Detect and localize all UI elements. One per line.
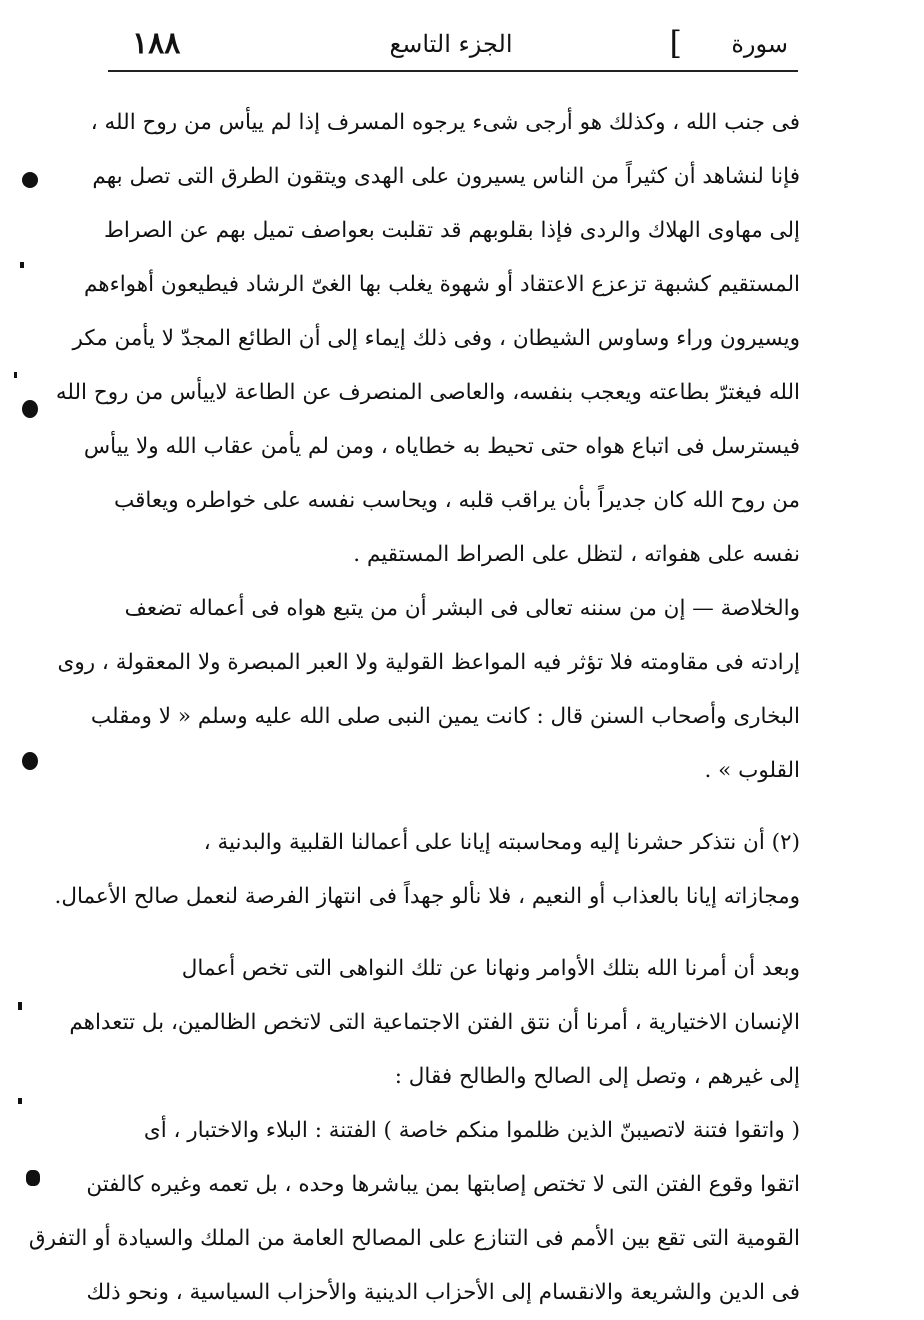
scan-speck (18, 1002, 22, 1010)
text-line: القلوب » . (704, 758, 800, 784)
scan-speck (20, 262, 24, 268)
text-line: إلى مهاوى الهلاك والردى فإذا بقلوبهم قد تقلبت بعواصف تميل بهم عن الصراط (103, 218, 800, 244)
text-line: وبعد أن أمرنا الله بتلك الأوامر ونهانا عن تلك النواهى التى تخص أعمال (181, 956, 800, 982)
text-line: (٢) أن نتذكر حشرنا إليه ومحاسبته إيانا على أعمالنا القلبية والبدنية ، (203, 830, 800, 856)
page-text (28, 96, 800, 1306)
scan-speck (18, 1098, 22, 1104)
text-line: ومجازاته إيانا بالعذاب أو النعيم ، فلا نألو جهداً فى انتهاز الفرصة لنعمل صالح الأعمال. (54, 884, 800, 910)
text-line: ويسيرون وراء وساوس الشيطان ، وفى ذلك إيماء إلى أن الطائع المجدّ لا يأمن مكر (72, 326, 800, 352)
text-line: فى الدين والشريعة والانقسام إلى الأحزاب الدينية والأحزاب السياسية ، ونحو ذلك (86, 1280, 800, 1306)
text-line: البخارى وأصحاب السنن قال : كانت يمين النبى صلى الله عليه وسلم « لا ومقلب (90, 704, 800, 730)
text-line: من روح الله كان جديراً بأن يراقب قلبه ، ويحاسب نفسه على خواطره ويعاقب (113, 488, 800, 514)
text-line: نفسه على هفواته ، لتظل على الصراط المستقيم . (353, 542, 800, 568)
header-rule (108, 70, 798, 72)
part-title: الجزء التاسع (389, 30, 513, 58)
page-number: ١٨٨ (132, 26, 181, 61)
scan-speck (26, 1170, 40, 1186)
paragraph-gap (120, 924, 800, 942)
text-line: إلى غيرهم ، وتصل إلى الصالح والطالح فقال : (394, 1064, 800, 1090)
text-line: إرادته فى مقاومته فلا تؤثر فيه المواعظ القولية ولا العبر المبصرة ولا المعقولة ، روى (57, 650, 800, 676)
paragraph-gap (120, 798, 800, 816)
text-line: الله فيغترّ بطاعته ويعجب بنفسه، والعاصى المنصرف عن الطاعة لاييأس من روح الله (55, 380, 800, 406)
text-line: فإنا لنشاهد أن كثيراً من الناس يسيرون على الهدى ويتقون الطرق التى تصل بهم (92, 164, 800, 190)
text-line: اتقوا وقوع الفتن التى لا تختص إصابتها بمن يباشرها وحده ، بل تعمه وغيره كالفتن (86, 1172, 800, 1198)
page-header (108, 22, 794, 70)
scan-speck (22, 752, 38, 770)
text-line: فى جنب الله ، وكذلك هو أرجى شىء يرجوه المسرف إذا لم ييأس من روح الله ، (90, 110, 800, 136)
text-line: المستقيم كشبهة تزعزع الاعتقاد أو شهوة يغلب بها الغىّ الرشاد فيطيعون أهواءهم (83, 272, 800, 298)
text-line: فيسترسل فى اتباع هواه حتى تحيط به خطاياه ، ومن لم يأمن عقاب الله ولا ييأس (83, 434, 800, 460)
surah-label: سورة (731, 30, 788, 58)
scan-speck (22, 400, 38, 418)
text-line: القومية التى تقع بين الأمم فى التنازع على المصالح العامة من الملك والسيادة أو التفرق (28, 1226, 800, 1252)
text-line: الإنسان الاختيارية ، أمرنا أن نتق الفتن الاجتماعية التى لاتخص الظالمين، بل تتعداهم (69, 1010, 800, 1036)
text-line: والخلاصة — إن من سننه تعالى فى البشر أن من يتبع هواه فى أعماله تضعف (124, 596, 800, 622)
scan-speck (22, 172, 38, 188)
text-line: ( واتقوا فتنة لاتصيبنّ الذين ظلموا منكم خاصة ) الفتنة : البلاء والاختبار ، أى (143, 1118, 800, 1144)
scan-speck (14, 372, 17, 378)
header-bracket: [ (669, 24, 682, 62)
